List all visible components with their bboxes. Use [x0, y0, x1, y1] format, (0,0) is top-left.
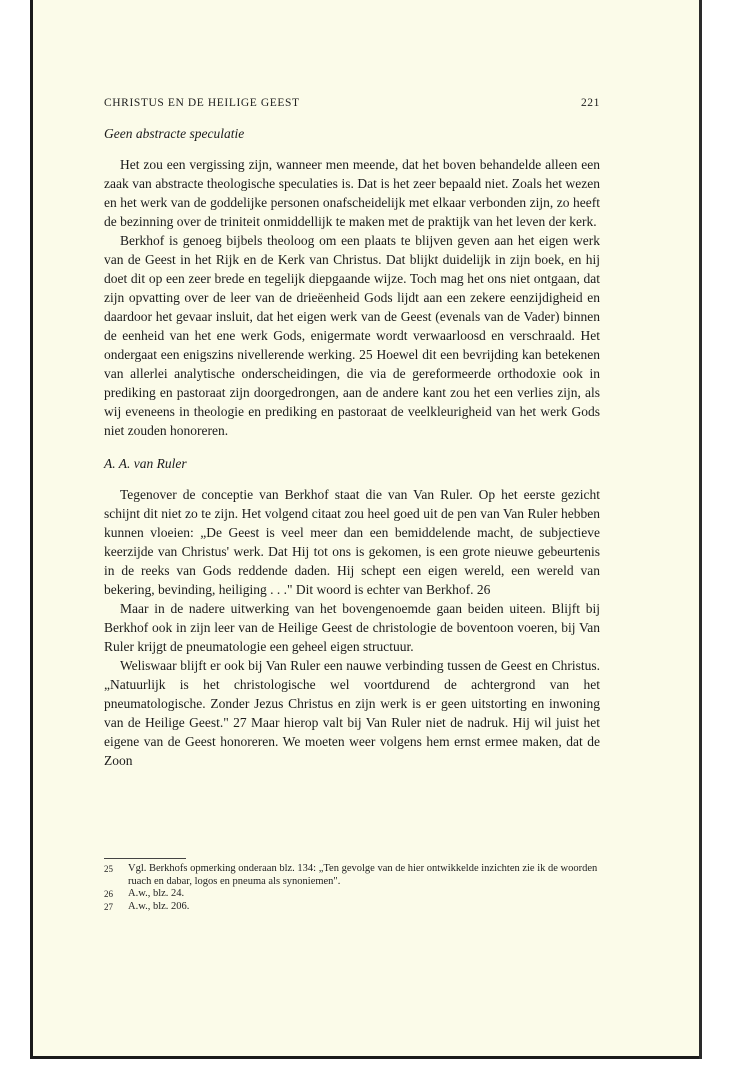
footnote-text: A.w., blz. 24.	[128, 888, 185, 899]
section-heading-van-ruler: A. A. van Ruler	[104, 456, 187, 471]
paragraph: Het zou een vergissing zijn, wanneer men meende, dat het boven behandelde alleen een zaak van abstracte theologische speculaties is. Dat is het zeer bepaald niet. Zoals het wezen en het werk van de goddelijke personen onafscheidelijk met elkaar verbonden zijn, zo heeft de bezinning over de triniteit onmiddellijk te maken met de praktijk van het leven der kerk.	[104, 157, 600, 229]
paragraph: Weliswaar blijft er ook bij Van Ruler een nauwe verbinding tussen de Geest en Christus. „Natuurlijk is het christologische wel voortdurend de achtergrond van het pneumatologische. Zonder Jezus Christus en zijn werk is er geen uitstorting en inwoning van de Heilige Geest." 27 Maar hierop valt bij Van Ruler niet de nadruk. Hij wil juist het eigene van de Geest honoreren. We moeten weer volgens hem ernst ermee maken, dat de Zoon	[104, 658, 600, 768]
footnote-rule	[104, 858, 186, 859]
footnote-number: 26	[104, 889, 113, 899]
paragraph: Berkhof is genoeg bijbels theoloog om een plaats te blijven geven aan het eigen werk van de Geest in het Rijk en de Kerk van Christus. Dat blijkt duidelijk in zijn boek, en hij doet dit op een zeer brede en tegelijk diepgaande wijze. Toch mag het ons niet ontgaan, dat zijn opvatting over de leer van de drieëenheid Gods lijdt aan een zekere eenzijdigheid en daardoor het gevaar insluit, dat het eigen werk van de Geest (evenals van de Vader) binnen de eenheid van het ene werk Gods, enigermate wordt verwaarloosd en verschraald. Het ondergaat een enigszins nivellerende werking. 25 Hoewel dit een bevrijding kan betekenen van allerlei analytische onderscheidingen, die via de gereformeerde orthodoxie ook in prediking en pastoraat zijn doorgedrongen, aan de andere kant zou het een verlies zijn, als wij eveneens in theologie en prediking en pastoraat de veelkleurigheid van het werk Gods niet zouden honoreren.	[104, 233, 600, 438]
footnote	[104, 863, 600, 888]
footnote-text: A.w., blz. 206.	[128, 900, 190, 912]
sheet-edge-shadow	[699, 0, 702, 1059]
footnote-number: 27	[104, 901, 113, 912]
footnote	[104, 901, 600, 914]
paragraph: Tegenover de conceptie van Berkhof staat die van Van Ruler. Op het eerste gezicht schijnt dit niet zo te zijn. Het volgend citaat zou heel goed uit de pen van Van Ruler hebben kunnen vloeien: „De Geest is veel meer dan een bemiddelende macht, de subjectieve keerzijde van Christus' werk. Dat Hij tot ons is gekomen, is een grote nieuwe gebeurtenis in de reeks van Gods reddende daden. Hij schept een eigen wereld, een wereld van bekering, bevinding, heiliging . . ." Dit woord is echter van Berkhof. 26	[104, 487, 600, 597]
body-text	[104, 124, 600, 770]
footnote	[104, 888, 600, 901]
paragraph: Maar in de nadere uitwerking van het bovengenoemde gaan beiden uiteen. Blijft bij Berkhof ook in zijn leer van de Heilige Geest de christologie de boventoon voeren, bij Van Ruler krijgt de pneumatologie een geheel eigen structuur.	[104, 601, 600, 654]
footnotes	[104, 858, 600, 913]
footnote-number: 25	[104, 864, 113, 874]
page-header	[104, 97, 600, 113]
section-heading-speculatie: Geen abstracte speculatie	[104, 126, 245, 141]
page-number: 221	[580, 97, 600, 109]
running-head: CHRISTUS EN DE HEILIGE GEEST	[104, 97, 300, 109]
footnote-text: Vgl. Berkhofs opmerking onderaan blz. 134: „Ten gevolge van de hier ontwikkelde inzichten zie ik de woorden ruach en dabar, logos en pneuma als synoniemen".	[128, 863, 598, 887]
